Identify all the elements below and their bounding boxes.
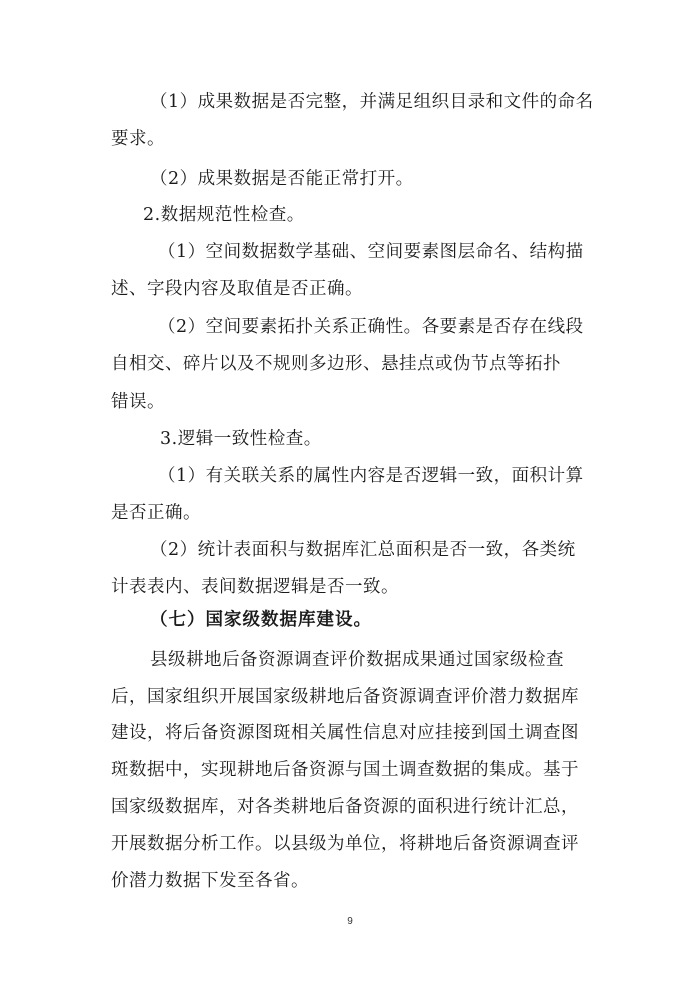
text-line: 是否正确。 [111, 503, 201, 523]
text-line: 建设，将后备资源图斑相关属性信息对应挂接到国土调查图 [111, 723, 579, 743]
text-line: （1）成果数据是否完整，并满足组织目录和文件的命名 [150, 92, 594, 112]
text-line: 县级耕地后备资源调查评价数据成果通过国家级检查 [150, 650, 564, 670]
text-line: （2）统计表面积与数据库汇总面积是否一致，各类统 [150, 540, 576, 560]
text-line: 要求。 [111, 129, 165, 149]
text-line: （1）有关联关系的属性内容是否逻辑一致，面积计算 [158, 466, 584, 486]
page-number: 9 [347, 916, 353, 927]
text-line: 开展数据分析工作。以县级为单位，将耕地后备资源调查评 [111, 834, 579, 854]
text-line: （1）空间数据数学基础、空间要素图层命名、结构描 [158, 242, 584, 262]
section-heading-logic-consistency: 3.逻辑一致性检查。 [160, 429, 322, 449]
text-line: 斑数据中，实现耕地后备资源与国土调查数据的集成。基于 [111, 760, 579, 780]
section-heading-data-standard: 2.数据规范性检查。 [143, 205, 305, 225]
text-line: 自相交、碎片以及不规则多边形、悬挂点或伪节点等拓扑 [111, 354, 561, 374]
text-line: （2）空间要素拓扑关系正确性。各要素是否存在线段 [158, 317, 584, 337]
text-line: 国家级数据库，对各类耕地后备资源的面积进行统计汇总， [111, 797, 579, 817]
text-line: 价潜力数据下发至各省。 [111, 871, 309, 891]
text-line: 计表表内、表间数据逻辑是否一致。 [111, 577, 399, 597]
text-line: （2）成果数据是否能正常打开。 [150, 169, 414, 189]
section-heading-national-database: （七）国家级数据库建设。 [150, 610, 372, 630]
text-line: 后，国家组织开展国家级耕地后备资源调查评价潜力数据库 [111, 687, 579, 707]
text-line: 述、字段内容及取值是否正确。 [111, 279, 363, 299]
text-line: 错误。 [111, 392, 165, 412]
